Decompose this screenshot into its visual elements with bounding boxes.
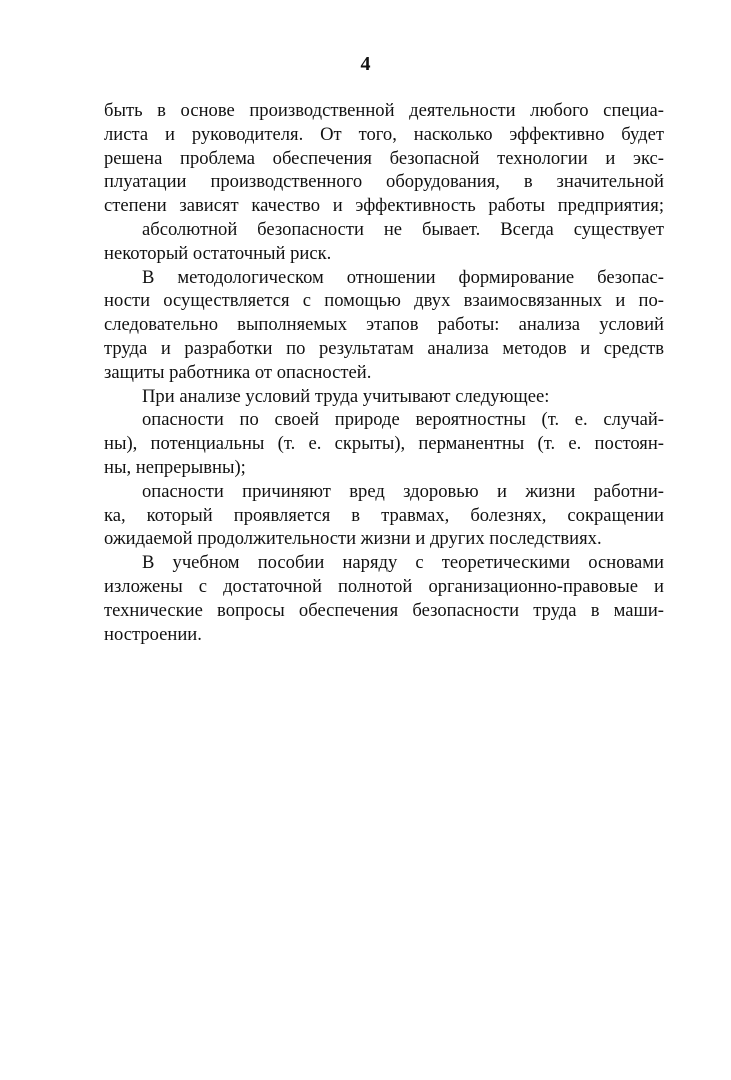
text-line: опасности по своей природе вероятностны (т. е. случай-	[142, 409, 664, 431]
text-line: опасности причиняют вред здоровью и жизни работни-	[142, 480, 664, 502]
text-line: ностроении.	[104, 623, 202, 645]
text-line: технические вопросы обеспечения безопасности труда в маши-	[104, 599, 664, 621]
text-line: следовательно выполняемых этапов работы: анализа условий	[104, 314, 664, 336]
text-line: ны), потенциальны (т. е. скрыты), перманентны (т. е. постоян-	[104, 433, 664, 455]
text-line: При анализе условий труда учитывают следующее:	[142, 385, 550, 407]
text-line: труда и разработки по результатам анализа методов и средств	[104, 337, 664, 359]
text-line: В методологическом отношении формирование безопас-	[142, 266, 664, 288]
text-line: защиты работника от опасностей.	[104, 361, 372, 383]
text-line: решена проблема обеспечения безопасной технологии и экс-	[104, 147, 664, 169]
text-line: листа и руководителя. От того, насколько эффективно будет	[104, 123, 664, 145]
text-line: ны, непрерывны);	[104, 456, 246, 478]
text-line: ности осуществляется с помощью двух взаимосвязанных и по-	[104, 290, 664, 312]
text-line: ожидаемой продолжительности жизни и других последствиях.	[104, 528, 602, 550]
text-line: некоторый остаточный риск.	[104, 242, 332, 264]
page-number: 4	[360, 53, 371, 75]
text-line: В учебном пособии наряду с теоретическими основами	[142, 552, 664, 574]
text-line: ка, который проявляется в травмах, болезнях, сокращении	[104, 504, 664, 526]
text-line: быть в основе производственной деятельности любого специа-	[104, 100, 664, 121]
text-line: изложены с достаточной полнотой организационно-правовые и	[104, 575, 664, 597]
text-line: абсолютной безопасности не бывает. Всегда существует	[142, 218, 664, 240]
text-line: плуатации производственного оборудования, в значительной	[104, 171, 664, 193]
text-line: степени зависят качество и эффективность работы предприятия;	[104, 195, 664, 217]
body-text	[104, 99, 664, 646]
